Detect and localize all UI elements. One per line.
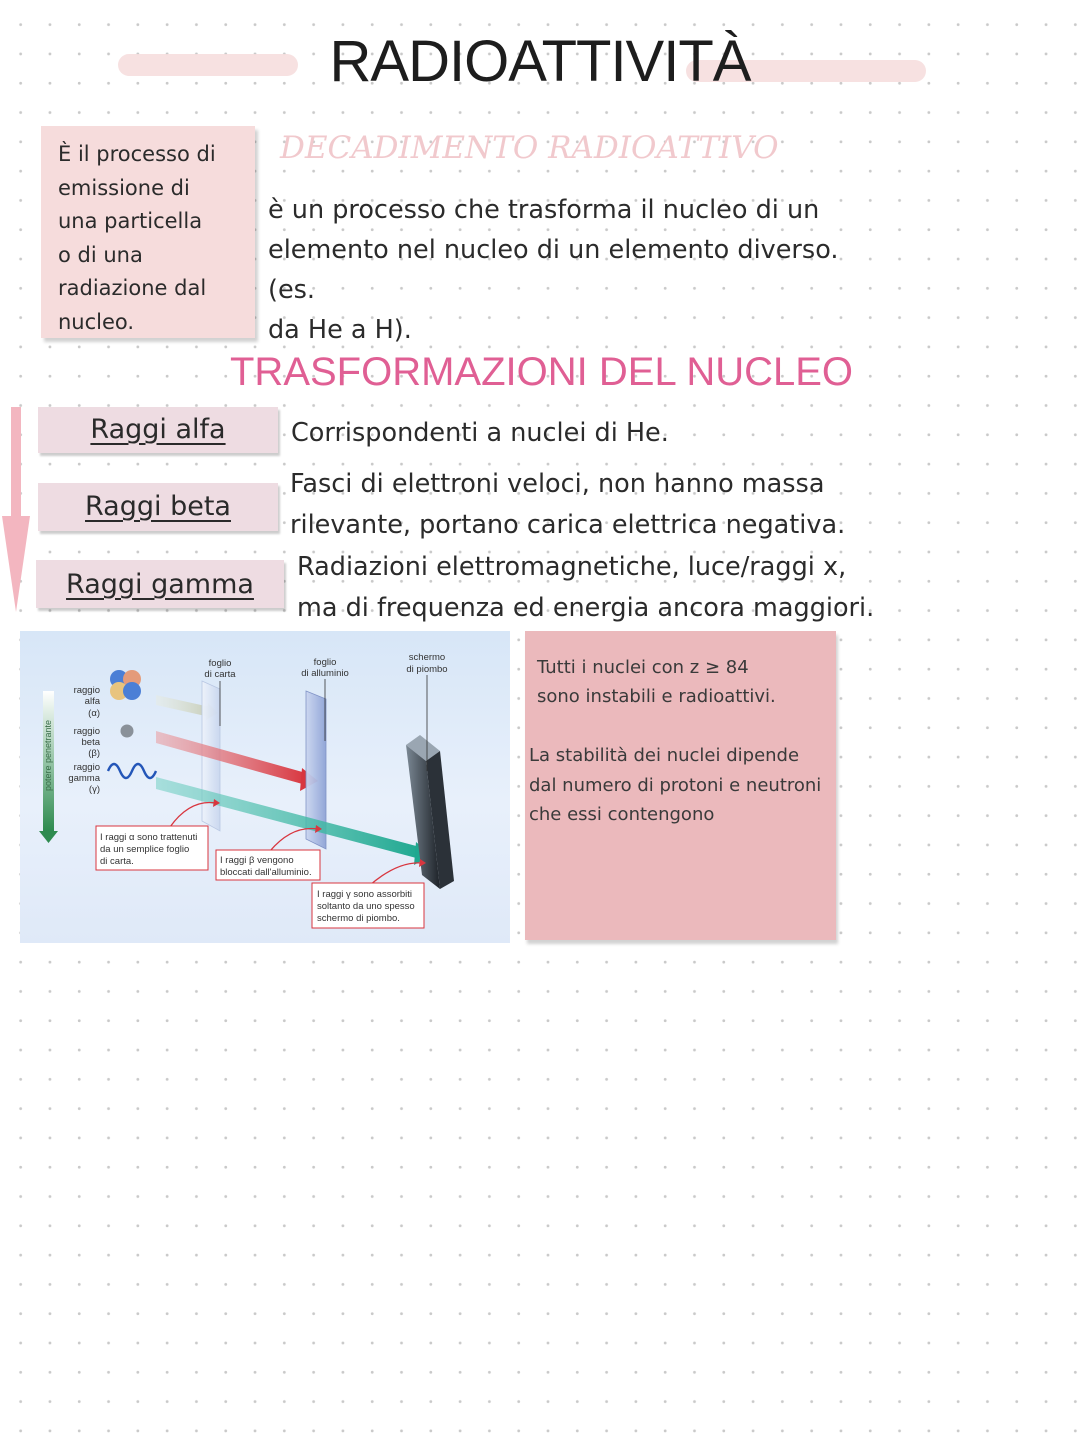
ray-label-alpha: Raggi alfa xyxy=(38,407,278,453)
ray-desc-line: Corrispondenti a nuclei di He. xyxy=(291,418,669,448)
definition-line: emissione di xyxy=(58,175,190,200)
decay-heading: DECADIMENTO RADIOATTIVO xyxy=(280,130,779,166)
axis-label: potere penetrante xyxy=(43,719,53,791)
decay-line: elemento nel nucleo di un elemento diverso. (es. xyxy=(268,235,839,305)
beta-label-2: beta xyxy=(81,737,100,748)
gamma-label-1: raggio xyxy=(73,762,100,773)
alu-label-1: foglio xyxy=(313,657,337,668)
decay-line: da He a H). xyxy=(268,315,412,345)
decay-line: è un processo che trasforma il nucleo di un xyxy=(268,195,820,225)
section-heading: TRASFORMAZIONI DEL NUCLEO xyxy=(230,350,854,394)
stability-text xyxy=(529,741,821,830)
definition-line: nucleo. xyxy=(58,309,135,334)
definition-line: radiazione dal xyxy=(58,276,207,300)
alpha-caption-1: I raggi α sono trattenuti xyxy=(100,832,198,843)
note-line: dal numero di protoni e neutroni xyxy=(529,774,822,796)
gamma-wave-icon xyxy=(108,764,156,778)
alpha-caption-2: da un semplice foglio xyxy=(100,844,190,855)
ray-desc-line: ma di frequenza ed energia ancora maggiori. xyxy=(297,593,875,623)
gamma-caption-1: I raggi γ sono assorbiti xyxy=(317,889,413,900)
alpha-label-2: alfa xyxy=(84,696,100,707)
ray-label-gamma: Raggi gamma xyxy=(36,560,284,608)
definition-note xyxy=(41,126,255,338)
beta-beam xyxy=(156,731,306,785)
note-line: sono instabili e radioattivi. xyxy=(537,686,776,707)
alu-label-2: di alluminio xyxy=(301,668,349,679)
gamma-label-2: gamma xyxy=(68,773,100,784)
ray-desc-gamma xyxy=(297,547,874,629)
beta-caption-1: I raggi β vengono xyxy=(220,855,294,866)
paper-label-2: di carta xyxy=(204,669,236,680)
ray-desc-line: rilevante, portano carica elettrica negativa. xyxy=(290,510,846,540)
definition-line: o di una xyxy=(58,242,143,267)
lead-label-1: schermo xyxy=(408,652,446,663)
instability-text xyxy=(537,653,776,711)
beta-label-3: (β) xyxy=(88,748,100,759)
gamma-label-3: (γ) xyxy=(88,784,100,795)
ray-desc-beta xyxy=(290,464,845,546)
gamma-caption-2: soltanto da uno spesso xyxy=(317,901,415,912)
page-title: RADIOATTIVITÀ xyxy=(329,29,751,94)
ray-desc-alpha xyxy=(291,413,669,454)
ray-labels-group xyxy=(68,685,100,795)
penetration-arrow-icon xyxy=(39,691,58,843)
note-line: Tutti i nuclei con z ≥ 84 xyxy=(537,657,749,678)
stability-note xyxy=(525,631,836,940)
alpha-caption-3: di carta. xyxy=(100,856,134,867)
note-line: che essi contengono xyxy=(529,804,715,825)
alpha-particle-icon xyxy=(110,670,141,700)
beta-label-1: raggio xyxy=(73,726,100,737)
note-line: La stabilità dei nuclei dipende xyxy=(529,745,800,766)
ray-desc-line: Radiazioni elettromagnetiche, luce/raggi x, xyxy=(297,552,847,582)
definition-line: una particella xyxy=(58,209,203,233)
gamma-caption-3: schermo di piombo. xyxy=(317,913,400,924)
beta-particle-icon xyxy=(121,725,134,738)
lead-shield xyxy=(406,735,454,889)
decay-text xyxy=(268,190,868,350)
alpha-label-1: raggio xyxy=(73,685,100,696)
definition-line: È il processo di xyxy=(58,142,216,166)
alpha-label-3: (α) xyxy=(88,708,100,719)
down-arrow-icon xyxy=(11,407,21,517)
arrow-head-icon xyxy=(2,516,30,612)
paper-label-1: foglio xyxy=(208,658,232,669)
beta-caption-2: bloccati dall'alluminio. xyxy=(220,867,312,878)
lead-label-2: di piombo xyxy=(406,664,448,675)
ray-desc-line: Fasci di elettroni veloci, non hanno massa xyxy=(290,469,825,499)
ray-label-beta: Raggi beta xyxy=(38,483,278,531)
radiation-penetration-diagram xyxy=(20,631,510,943)
